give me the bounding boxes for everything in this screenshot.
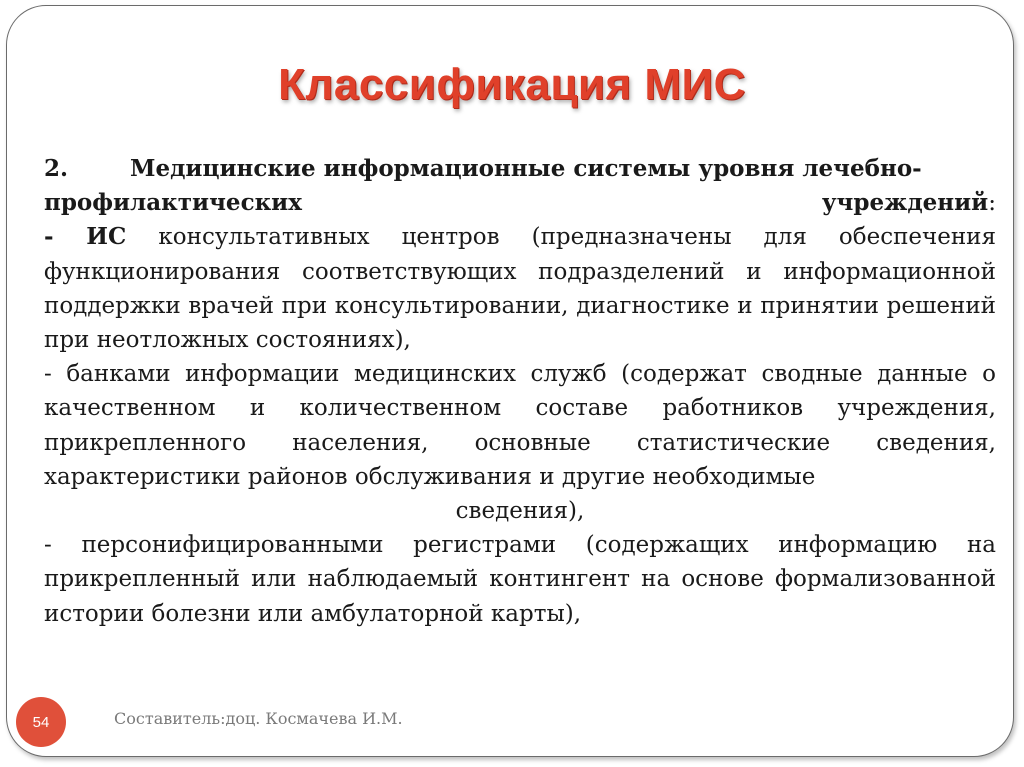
item-1-prefix: - ИС (44, 223, 127, 251)
item-1-text: консультативных центров (предназначены для обеспечения функционирования соответствующих подразделений и информационной поддержки врачей при консультировании, диагностике и принятии решений при неотложных состояниях), (44, 224, 997, 354)
heading-line-2 (44, 186, 996, 220)
heading-line-1 (44, 152, 996, 186)
heading-colon: : (988, 190, 996, 217)
heading-text-2-right: учреждений (821, 189, 989, 217)
item-2 (44, 357, 996, 494)
item-3-text: - персонифицированными регистрами (содержащих информацию на прикрепленный или наблюдаемый контингент на основе формализованной истории болезни или амбулаторной карты), (44, 532, 996, 627)
heading-text-2-left: профилактических (44, 189, 302, 217)
item-3 (44, 528, 996, 631)
item-2-tail: сведения), (455, 498, 585, 525)
item-2-text: - банками информации медицинских служб (содержат сводные данные о качественном и количественном составе работников учреждения, прикрепленного населения, основные статистические сведения, характеристики районов обслуживания и другие необходимые (44, 361, 996, 490)
slide-body (44, 152, 996, 631)
page-number-badge: 54 (16, 697, 66, 747)
item-1 (44, 220, 996, 357)
slide-title: Классификация МИС (278, 60, 746, 109)
author-footer: Составитель:доц. Космачева И.М. (114, 709, 403, 728)
heading-text-2-right-wrap (822, 186, 996, 220)
heading-number: 2. (44, 155, 69, 182)
heading-text-1: Медицинские информационные системы уровня лечебно- (130, 155, 922, 182)
